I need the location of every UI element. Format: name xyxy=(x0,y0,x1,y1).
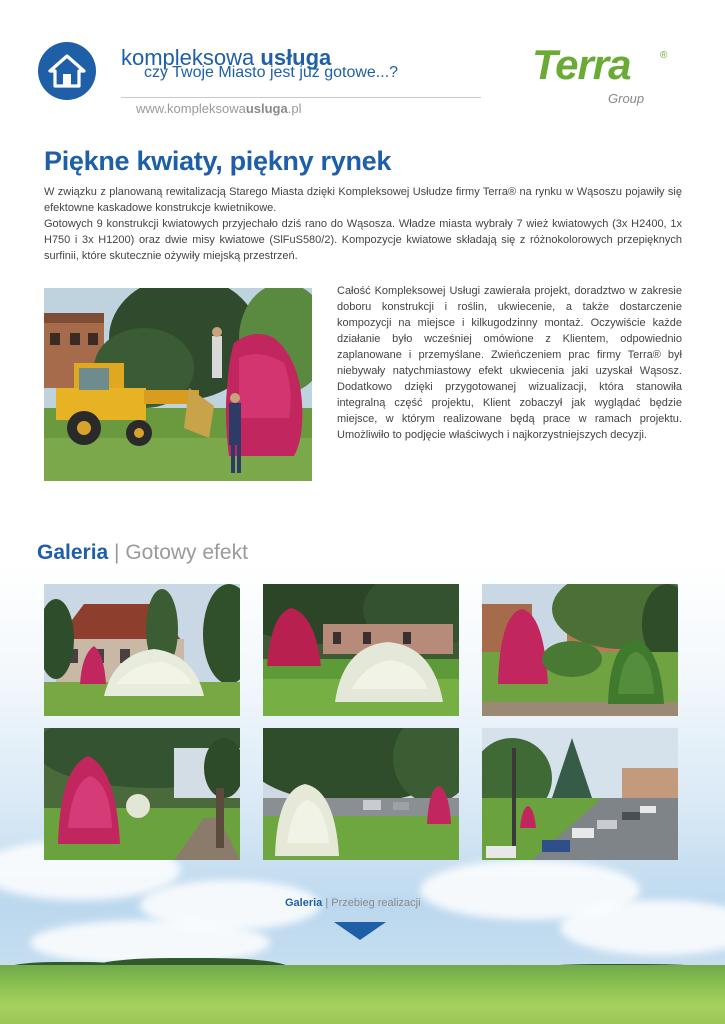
gallery-progress-link[interactable]: Galeria | Przebieg realizacji xyxy=(285,897,421,909)
site-url-link[interactable]: www.kompleksowausluga.pl xyxy=(136,101,302,116)
intro-paragraph: Gotowych 9 konstrukcji kwiatowych przyjechało dziś rano do Wąsosza. Władze miasta wybrały 7 wież kwiatowych (3x H2400, 1x H750 i 3x H1200) oraz dwie misy kwiatowe (SlFuS580/2). Kompozycje kwiatowe składają się z różnokolorowych przepięknych surfinii, które skutecznie ożywiły miejską przestrzeń. xyxy=(44,218,682,262)
gallery-photo[interactable] xyxy=(44,728,240,860)
brand-name: kompleksowa usługa xyxy=(121,45,332,70)
gallery-photo[interactable] xyxy=(263,728,459,860)
gallery-photo[interactable] xyxy=(482,584,678,716)
gallery-heading: Galeria | Gotowy efekt xyxy=(37,541,248,564)
registered-mark: ® xyxy=(660,50,668,61)
intro-paragraph: W związku z planowaną rewitalizacją Starego Miasta dzięki Kompleksowej Usłudze firmy Terra® na rynku w Wąsoszu pojawiły się efektowne kaskadowe konstrukcje kwietnikowe. xyxy=(44,186,682,214)
field-background xyxy=(0,965,725,1024)
gallery-photo[interactable] xyxy=(44,584,240,716)
logo-group-label: Group xyxy=(608,91,645,106)
page-title: Piękne kwiaty, piękny rynek xyxy=(44,146,392,176)
body-text: Całość Kompleksowej Usługi zawierała projekt, doradztwo w zakresie doboru konstrukcji i roślin, ukwiecenie, a także dostarczenie kompozycji na miejsce i kilkugodzinny montaż. Oczywiście każde działanie było wcześniej omówione z Klientem, odpowiednio zaplanowane i przemyślane. Zwieńczeniem prac firmy Terra® był niebywały natychmiastowy efekt ukwiecenia jaki uzyskał Wąsosz. Dodatkowo dzięki przygotowanej wizualizacji, która stanowiła integralną część projektu, Klient zobaczył jak wyglądać będzie miejsce, w którym realizowane będą prace w ramach projektu. Umożliwiło to podjęcie właściwych i najkorzystniejszych decyzji. xyxy=(337,285,682,441)
brand-tagline: czy Twoje Miasto jest już gotowe...? xyxy=(144,64,399,81)
installation-photo xyxy=(44,288,312,481)
terra-logo[interactable]: Terra xyxy=(532,41,631,88)
header-divider xyxy=(121,97,481,98)
gallery-photo[interactable] xyxy=(263,584,459,716)
chevron-down-icon[interactable] xyxy=(334,922,386,940)
gallery-photo[interactable] xyxy=(482,728,678,860)
home-badge[interactable] xyxy=(38,42,96,100)
home-icon xyxy=(48,54,86,88)
intro-text xyxy=(44,184,682,264)
